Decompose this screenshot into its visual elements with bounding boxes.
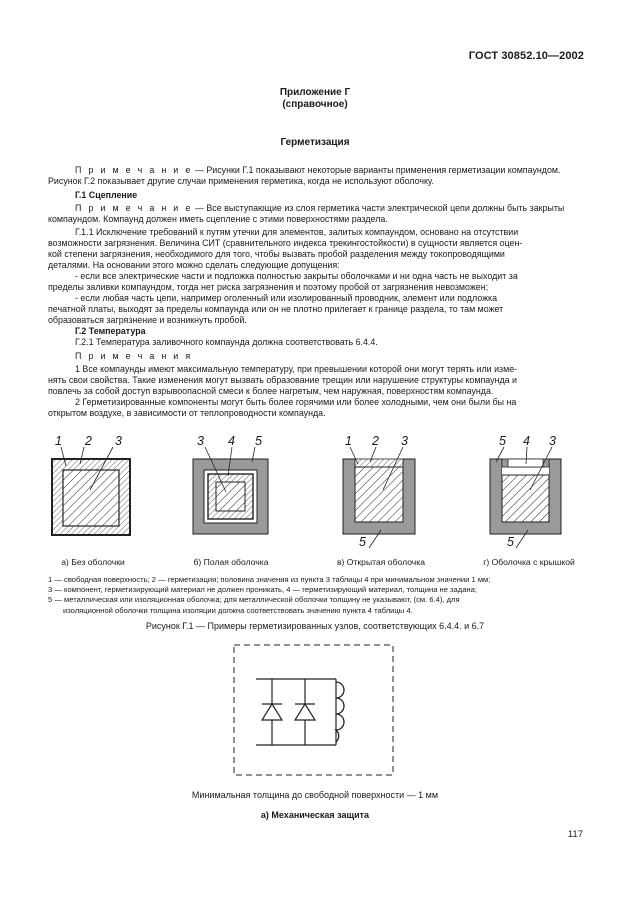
g11-line: пределы заливки компаундом, тогда нет риска загрязнения и поэтому пробой от загрязнения невозможен; (48, 282, 489, 292)
callout-a-3: 3 (115, 434, 122, 448)
figure-g1-title: Рисунок Г.1 — Примеры герметизированных узлов, соответствующих 6.4.4. и 6.7 (145, 621, 485, 631)
coil-icon (336, 682, 344, 742)
g2-heading: Г.2 Температура (75, 326, 146, 336)
g2-note-line: нять свои свойства. Такие изменения могут вызвать образование трещин или нарушение структуры компаунда и (48, 375, 517, 385)
callout-c-2: 2 (372, 434, 379, 448)
diode-icon (295, 704, 315, 720)
g1-heading: Г.1 Сцепление (75, 190, 138, 200)
legend-line: 1 — свободная поверхность; 2 — герметизация; половина значения из пункта 3 таблицы 4 при минимальном значении 1 мм; (48, 575, 491, 584)
g11-line: кой степени загрязнения, необходимого для того, чтобы вызвать пробой разделения между токопроводящими (48, 249, 505, 259)
section-title: Герметизация (280, 137, 350, 148)
legend-line: 3 — компонент, герметизирующий материал не должен проникать, 4 — герметизирующий материал, толщина не задана; (48, 585, 477, 595)
figure-g2-subcaption: а) Механическая защита (260, 810, 370, 820)
g11-line: - если все электрические части и подложка полностью закрыты оболочками и ни одна часть не выходит за (75, 271, 518, 281)
callout-d-5-bottom: 5 (507, 535, 514, 549)
g11-line: деталями. На основании этого можно сделать следующие допущения: (48, 260, 340, 270)
g11-line: Г.1.1 Исключение требований к путям утечки для элементов, залитых компаундом, основано на отсутствии (75, 227, 519, 237)
callout-a-1: 1 (55, 434, 62, 448)
callout-b-3: 3 (197, 434, 204, 448)
figure-g2-circuit (0, 640, 630, 785)
diode-icon (262, 704, 282, 720)
diagram-hollow-enclosure (193, 447, 268, 534)
g2-note-line: 1 Все компаунды имеют максимальную температуру, при превышении которой они могут терять или изме- (75, 364, 518, 374)
min-thickness-text: Минимальная толщина до свободной поверхности — 1 мм (191, 790, 439, 800)
g2-note-line: повлечь за собой доступ взрывоопасной смеси к более нагретым, чем наружная, поверхностям компаунда. (48, 386, 494, 396)
g2-note-line: 2 Герметизированные компоненты могут быть более горячими или более холодными, чем они были бы на (75, 397, 517, 407)
diagram-no-enclosure (52, 447, 130, 535)
page-number: 117 (567, 829, 583, 840)
caption-b: б) Полая оболочка (193, 557, 269, 567)
body-text (48, 165, 583, 419)
appendix-title: Приложение Г (279, 87, 351, 98)
g2-notes-label: П р и м е ч а н и я (75, 351, 193, 361)
appendix-type: (справочное) (282, 99, 348, 110)
callout-c-3: 3 (401, 434, 408, 448)
g11-line: - если любая часть цепи, например оголенный или изолированный проводник, элемент или подложка (75, 293, 498, 303)
callout-b-5: 5 (255, 434, 262, 448)
g21-text: Г.2.1 Температура заливочного компаунда должна соответствовать 6.4.4. (75, 337, 378, 347)
caption-d: г) Оболочка с крышкой (483, 557, 575, 567)
legend-line: изоляционной оболочки толщина изоляции должна соответствовать значению пункта 4 таблицы 4. (63, 605, 413, 615)
diagram-enclosure-with-lid (490, 447, 561, 548)
g11-line: возможности загрязнения. Величина СИТ (сравнительного индекса трекингостойкости) в сущности является оцен- (48, 238, 523, 248)
callout-b-4: 4 (228, 434, 235, 448)
document-header: ГОСТ 30852.10—2002 (468, 50, 584, 62)
g1-note: П р и м е ч а н и е — Все выступающие из слоя герметика части электрической цепи должны быть закрыты (75, 203, 565, 213)
g11-line: образоваться загрязнение и возникнуть пробой. (48, 315, 247, 325)
note-intro-cont: Рисунок Г.2 показывает другие случаи применения герметика, когда не используют оболочку. (48, 176, 434, 186)
g11-line: печатной платы, выходят за пределы компаунда или он не плотно прилегает к границе раздела, то там может (48, 304, 504, 314)
callout-d-5: 5 (499, 434, 506, 448)
figure-legend (48, 575, 583, 616)
callout-c-1: 1 (345, 434, 352, 448)
diagram-open-enclosure (343, 447, 415, 548)
g2-note-line: открытом воздухе, в зависимости от теплопроводности компаунда. (48, 408, 326, 418)
callout-d-4: 4 (523, 434, 530, 448)
legend-line: 5 — металлическая или изоляционная оболочка; для металлической оболочки толщину не указывают, (см. 6.4), для (48, 595, 460, 605)
caption-c: в) Открытая оболочка (336, 557, 425, 567)
callout-d-3: 3 (549, 434, 556, 448)
callout-c-5: 5 (359, 535, 366, 549)
g1-note-cont: компаундом. Компаунд должен иметь сцепление с этими поверхностями раздела. (48, 214, 388, 224)
note-intro: П р и м е ч а н и е — Рисунки Г.1 показывают некоторые варианты применения герметизации компаундом. (75, 165, 561, 175)
callout-a-2: 2 (85, 434, 92, 448)
caption-a: а) Без оболочки (61, 557, 125, 567)
figure-g1 (0, 430, 630, 570)
